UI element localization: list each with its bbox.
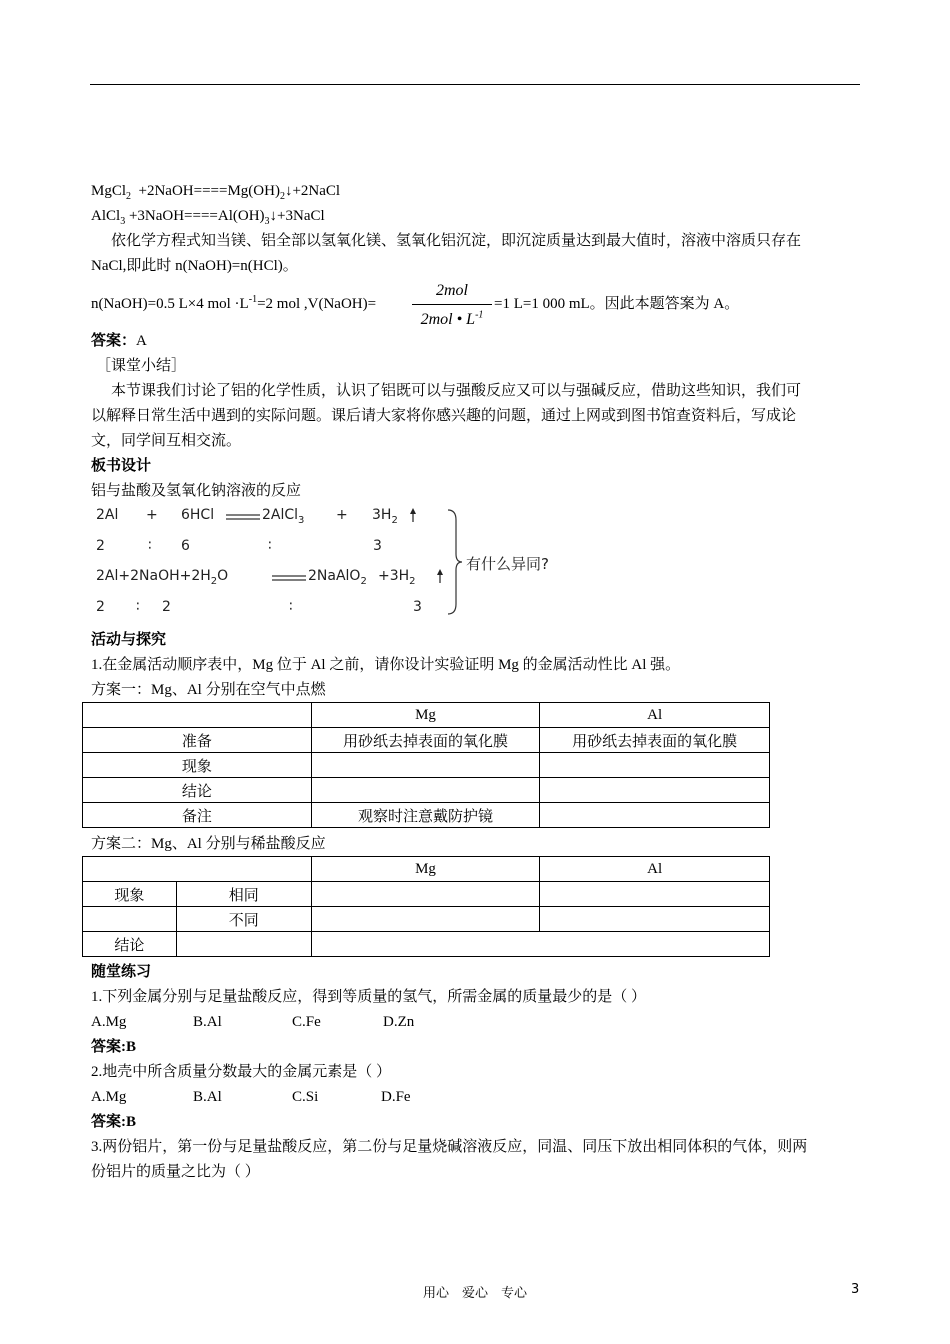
activity-title: 活动与探究 [91, 632, 167, 648]
board-r4-h2-ratio: 3 [413, 599, 422, 615]
double-line-sign [226, 512, 260, 522]
table-cell: 结论 [83, 778, 312, 803]
plan1-table [82, 702, 770, 828]
table-row [83, 728, 770, 753]
summary-line: 文，同学间互相交流。 [91, 433, 242, 449]
table-cell [311, 932, 769, 957]
table-cell [83, 703, 312, 728]
table-cell [540, 882, 770, 907]
calculation-line: n(NaOH)=0.5 L×4 mol $\cdot L^{-1}=2$ mol ,V(NaOH)= [91, 294, 377, 312]
table-cell [83, 907, 177, 932]
board-r4-naoh-ratio: 2 [162, 599, 171, 615]
page-number: 3 [851, 1282, 860, 1297]
board-r4-al-ratio: 2 [96, 599, 105, 615]
board-r2-colon: ∶ [148, 538, 152, 554]
activity-question: 1.在金属活动顺序表中，Mg 位于 Al 之前，请你设计实验证明 Mg 的金属活动性比 Al 强。 [91, 657, 681, 673]
equation-alcl3: AlCl$_3$ $+3NaOH====Al(OH)_3↓+3NaCl$ [91, 208, 325, 227]
q2-option-d: D.Fe [381, 1089, 411, 1105]
board-r4-colon: ∶ [289, 599, 293, 615]
plan2-title: 方案二：Mg、Al 分别与稀盐酸反应 [91, 836, 326, 852]
summary-line: 本节课我们讨论了铝的化学性质，认识了铝既可以与强酸反应又可以与强碱反应，借助这些知识，我们可 [111, 383, 802, 399]
table-cell [176, 932, 311, 957]
table-row [83, 857, 770, 882]
double-line-sign [272, 573, 306, 583]
q1-option-d: D.Zn [383, 1014, 415, 1030]
board-r2-h2-ratio: 3 [373, 538, 382, 554]
board-design-title: 板书设计 [91, 458, 152, 474]
board-r1-al: 2Al [96, 507, 119, 523]
board-r1-plus: + [146, 507, 158, 523]
table-row [83, 803, 770, 828]
board-subtitle: 铝与盐酸及氢氧化钠溶液的反应 [91, 483, 302, 499]
board-r4-colon: ∶ [136, 599, 140, 615]
right-brace-icon [444, 508, 464, 616]
table-cell [540, 907, 770, 932]
fraction-numerator: 2mol [436, 282, 468, 299]
table-row [83, 882, 770, 907]
answer-3: 答案:B [91, 1114, 137, 1130]
board-r3-h2: $+3H_2$ [378, 568, 416, 587]
table-cell: 相同 [176, 882, 311, 907]
summary-title: ［课堂小结］ [96, 358, 187, 374]
board-r2-colon: ∶ [268, 538, 272, 554]
paragraph-line: NaCl,即此时 n(NaOH)=n(HCl)。 [91, 258, 298, 274]
table-cell: 备注 [83, 803, 312, 828]
header-rule [90, 84, 860, 85]
paragraph-line: 依化学方程式知当镁、铝全部以氢氧化镁、氢氧化铝沉淀，即沉淀质量达到最大值时，溶液中溶质只存在 [111, 233, 802, 249]
table-row [83, 703, 770, 728]
table-row [83, 907, 770, 932]
calculation-result: =1 L=1 000 mL。因此本题答案为 A。 [494, 296, 740, 312]
q1-option-b: B.Al [193, 1014, 222, 1030]
table-cell [311, 907, 540, 932]
table-row [83, 932, 770, 957]
table-cell: 用砂纸去掉表面的氧化膜 [540, 728, 770, 753]
answer-2: 答案:B [91, 1039, 137, 1055]
table-cell: 结论 [83, 932, 177, 957]
question-1: 1.下列金属分别与足量盐酸反应，得到等质量的氢气，所需金属的质量最少的是（ ） [91, 989, 647, 1005]
board-r1-h2: $3H_2$ [372, 507, 398, 526]
board-r2-hcl-ratio: 6 [181, 538, 190, 554]
volume-fraction [410, 280, 494, 331]
question-3-cont: 份铝片的质量之比为（ ） [91, 1164, 260, 1180]
table-cell [540, 803, 770, 828]
answer-1: 答案：A [91, 333, 147, 349]
table-cell: 不同 [176, 907, 311, 932]
board-r3-naalo2: 2NaAlO$_2$ [308, 568, 367, 587]
table-cell [83, 857, 312, 882]
equation-mgcl2: MgCl$_2$ $+2NaOH====Mg(OH)_2↓+2NaCl$ [91, 183, 341, 202]
board-r1-plus2: + [336, 507, 348, 523]
table-header-al: Al [540, 703, 770, 728]
table-cell [311, 753, 540, 778]
board-r1-alcl3: 2AlCl$_3$ [262, 507, 305, 526]
table-cell [540, 778, 770, 803]
table-header-mg: Mg [311, 857, 540, 882]
table-cell: 现象 [83, 753, 312, 778]
plan1-title: 方案一：Mg、Al 分别在空气中点燃 [91, 682, 326, 698]
q1-option-c: C.Fe [292, 1014, 321, 1030]
q2-option-a: A.Mg [91, 1089, 127, 1105]
table-cell: 现象 [83, 882, 177, 907]
plan2-table [82, 856, 770, 957]
q2-option-c: C.Si [292, 1089, 319, 1105]
board-r2-al-ratio: 2 [96, 538, 105, 554]
table-cell [311, 778, 540, 803]
table-row [83, 753, 770, 778]
q1-option-a: A.Mg [91, 1014, 127, 1030]
board-r3-reactants: $2Al+2NaOH+2H_2O$ [96, 568, 229, 587]
question-3: 3.两份铝片，第一份与足量盐酸反应，第二份与足量烧碱溶液反应，同温、同压下放出相同体积的气体，则两 [91, 1139, 808, 1155]
table-cell [311, 882, 540, 907]
table-header-al: Al [540, 857, 770, 882]
fraction-denominator: 2mol • $L^{-1}$ [420, 309, 484, 328]
table-row [83, 778, 770, 803]
fraction-bar [412, 304, 492, 305]
question-2: 2.地壳中所含质量分数最大的金属元素是（ ） [91, 1064, 392, 1080]
table-cell: 观察时注意戴防护镜 [311, 803, 540, 828]
footer-motto: 用心 爱心 专心 [422, 1286, 527, 1301]
summary-line: 以解释日常生活中遇到的实际问题。课后请大家将你感兴趣的问题，通过上网或到图书馆查资料后，写成论 [91, 408, 797, 424]
up-arrow-icon [436, 569, 444, 583]
table-cell: 准备 [83, 728, 312, 753]
practice-title: 随堂练习 [91, 964, 152, 980]
table-header-mg: Mg [311, 703, 540, 728]
table-cell [540, 753, 770, 778]
up-arrow-icon [409, 508, 417, 522]
q2-option-b: B.Al [193, 1089, 222, 1105]
board-r1-hcl: 6HCl [181, 507, 215, 523]
table-cell: 用砂纸去掉表面的氧化膜 [311, 728, 540, 753]
board-question: 有什么异同? [466, 555, 549, 573]
